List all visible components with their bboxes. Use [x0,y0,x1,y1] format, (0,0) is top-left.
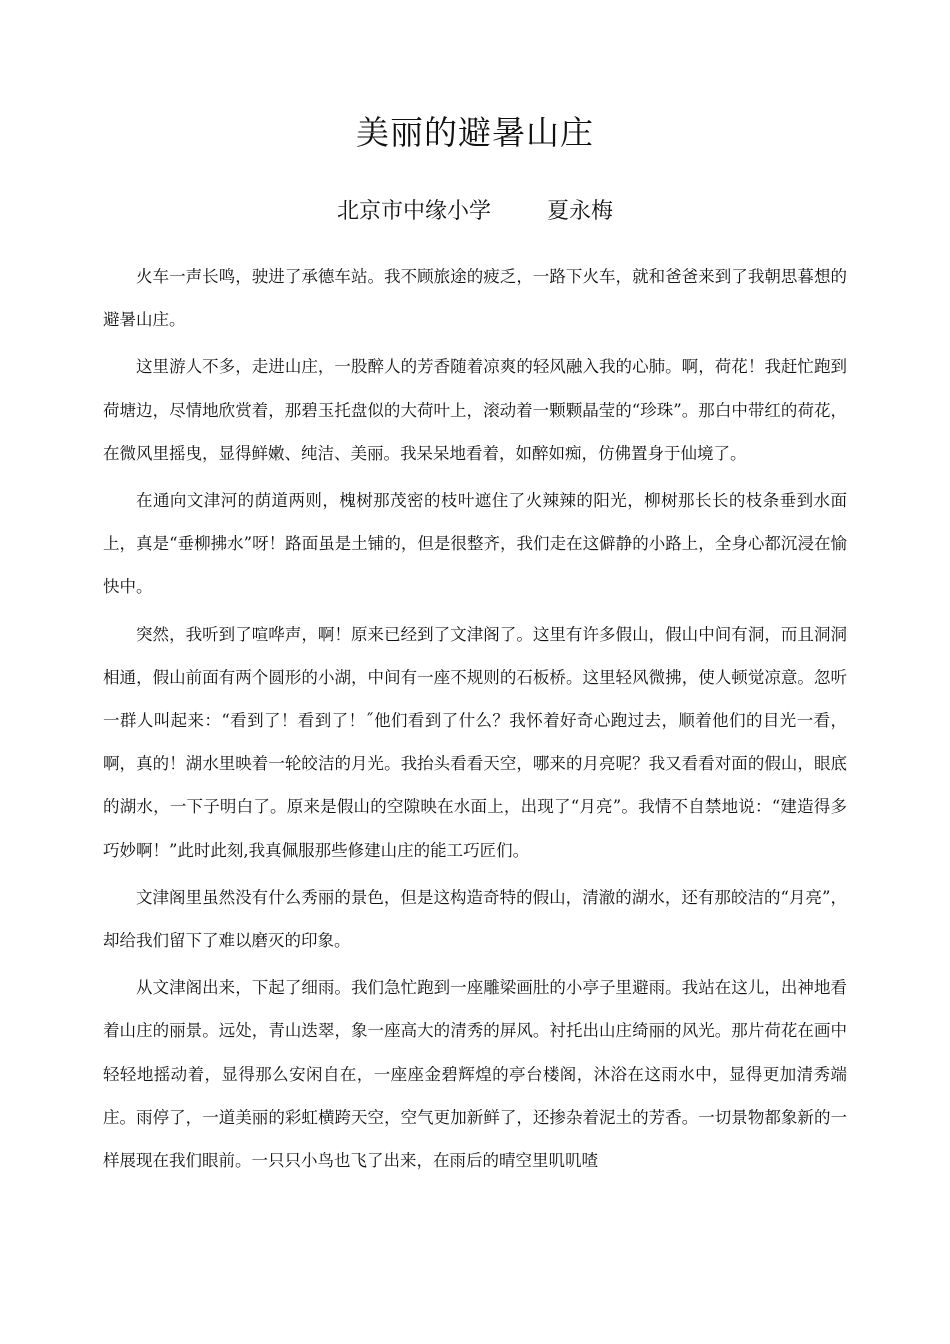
paragraph: 在通向文津河的荫道两则，槐树那茂密的枝叶遮住了火辣辣的阳光，柳树那长长的枝条垂到水面上，真是“垂柳拂水”呀！路面虽是土铺的，但是很整齐，我们走在这僻静的小路上，全身心都沉浸在愉快中。 [103,491,847,597]
paragraph: 突然，我听到了喧哗声，啊！原来已经到了文津阁了。这里有许多假山，假山中间有洞，而且洞洞相通，假山前面有两个圆形的小湖，中间有一座不规则的石板桥。这里轻风微拂，使人顿觉凉意。忽听一群人叫起来：“看到了！看到了！˝他们看到了什么？我怀着好奇心跑过去，顺着他们的目光一看，啊，真的！湖水里映着一轮皎洁的月光。我抬头看看天空，哪来的月亮呢？我又看看对面的假山，眼底的湖水，一下子明白了。原来是假山的空隙映在水面上，出现了“月亮”。我情不自禁地说：“建造得多巧妙啊！”此时此刻,我真佩服那些修建山庄的能工巧匠们。 [103,624,847,860]
author-school: 北京市中缘小学 [336,199,491,224]
document-title: 美丽的避暑山庄 [356,113,594,152]
paragraph: 这里游人不多，走进山庄，一股醉人的芳香随着凉爽的轻风融入我的心肺。啊，荷花！我赶忙跑到荷塘边，尽情地欣赏着，那碧玉托盘似的大荷叶上，滚动着一颗颗晶莹的“珍珠”。那白中带红的荷花，在微风里摇曳，显得鲜嫩、纯洁、美丽。我呆呆地看着，如醉如痴，仿佛置身于仙境了。 [103,357,847,463]
paragraph: 从文津阁出来，下起了细雨。我们急忙跑到一座雕梁画肚的小亭子里避雨。我站在这儿，出神地看着山庄的丽景。远处，青山迭翠，象一座高大的清秀的屏风。衬托出山庄绮丽的风光。那片荷花在画中轻轻地摇动着，显得那么安闲自在，一座座金碧辉煌的亭台楼阁，沐浴在这雨水中，显得更加清秀端庄。雨停了，一道美丽的彩虹横跨天空，空气更加新鲜了，还掺杂着泥土的芳香。一切景物都象新的一样展现在我们眼前。一只只小鸟也飞了出来，在雨后的晴空里叽叽喳 [103,978,847,1171]
byline [0,192,950,232]
author-name: 夏永梅 [547,199,614,224]
article-body [103,255,847,1186]
paragraph: 文津阁里虽然没有什么秀丽的景色，但是这构造奇特的假山，清澈的湖水，还有那皎洁的“月亮”，却给我们留下了难以磨灭的印象。 [103,887,847,951]
paragraph: 火车一声长鸣，驶进了承德车站。我不顾旅途的疲乏，一路下火车，就和爸爸来到了我朝思暮想的避暑山庄。 [103,267,847,330]
